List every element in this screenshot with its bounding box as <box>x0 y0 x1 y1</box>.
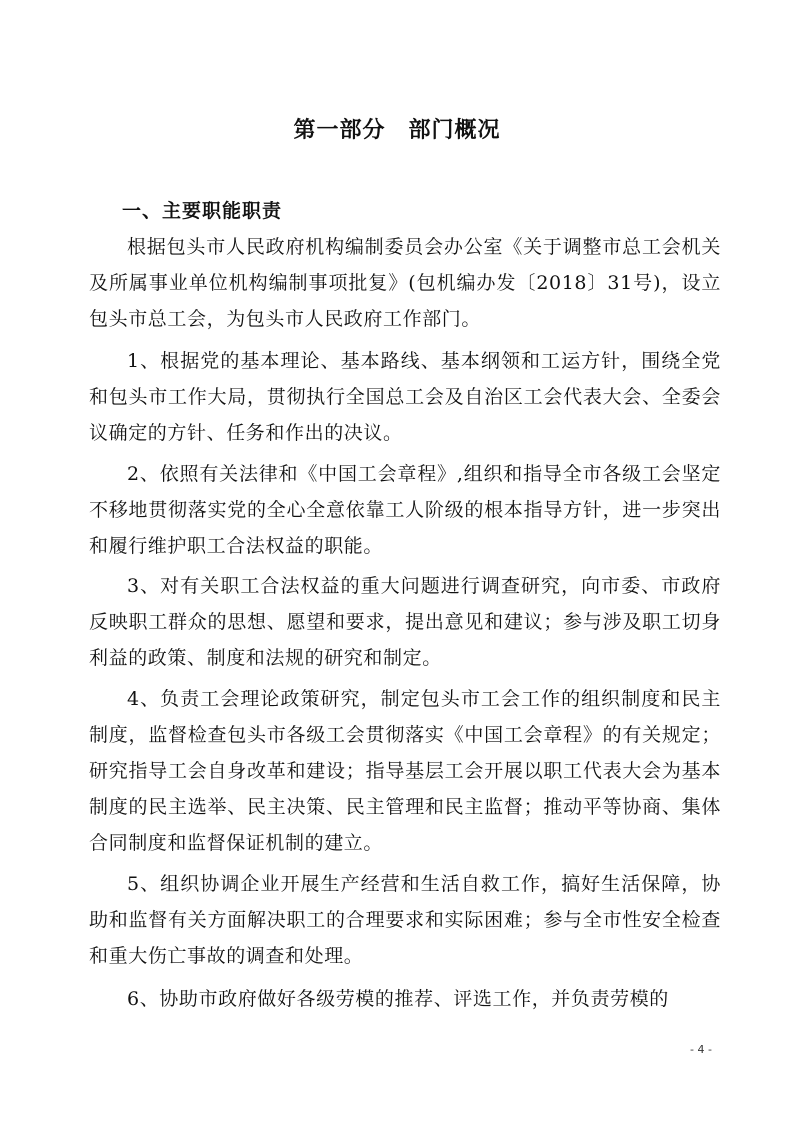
section-heading: 一、主要职能职责 <box>122 200 283 222</box>
page-number: - 4 - <box>690 1043 712 1056</box>
paragraph-item-5: 5、组织协调企业开展生产经营和生活自救工作，搞好生活保障，协助和监督有关方面解决职工的合理要求和实际困难；参与全市性安全检查和重大伤亡事故的调查和处理。 <box>89 873 721 967</box>
paragraph-item-1: 1、根据党的基本理论、基本路线、基本纲领和工运方针，围绕全党和包头市工作大局，贯彻执行全国总工会及自治区工会代表大会、全委会议确定的方针、任务和作出的决议。 <box>89 350 721 444</box>
paragraph-item-3: 3、对有关职工合法权益的重大问题进行调查研究，向市委、市政府反映职工群众的思想、愿望和要求，提出意见和建议；参与涉及职工切身利益的政策、制度和法规的研究和制定。 <box>89 575 721 669</box>
paragraph-item-4: 4、负责工会理论政策研究，制定包头市工会工作的组织制度和民主制度，监督检查包头市各级工会贯彻落实《中国工会章程》的有关规定；研究指导工会自身改革和建设；指导基层工会开展以职工代表大会为基本制度的民主选举、民主决策、民主管理和民主监督；推动平等协商、集体合同制度和监督保证机制的建立。 <box>89 688 721 854</box>
page-title: 第一部分 部门概况 <box>293 118 501 143</box>
paragraph-item-2: 2、依照有关法律和《中国工会章程》,组织和指导全市各级工会坚定不移地贯彻落实党的全心全意依靠工人阶级的根本指导方针，进一步突出和履行维护职工合法权益的职能。 <box>89 463 721 557</box>
paragraph-item-6: 6、协助市政府做好各级劳模的推荐、评选工作，并负责劳模的 <box>127 988 669 1010</box>
paragraph-intro: 根据包头市人民政府机构编制委员会办公室《关于调整市总工会机关及所属事业单位机构编制事项批复》(包机编办发〔2018〕31号)，设立包头市总工会，为包头市人民政府工作部门。 <box>89 236 721 330</box>
